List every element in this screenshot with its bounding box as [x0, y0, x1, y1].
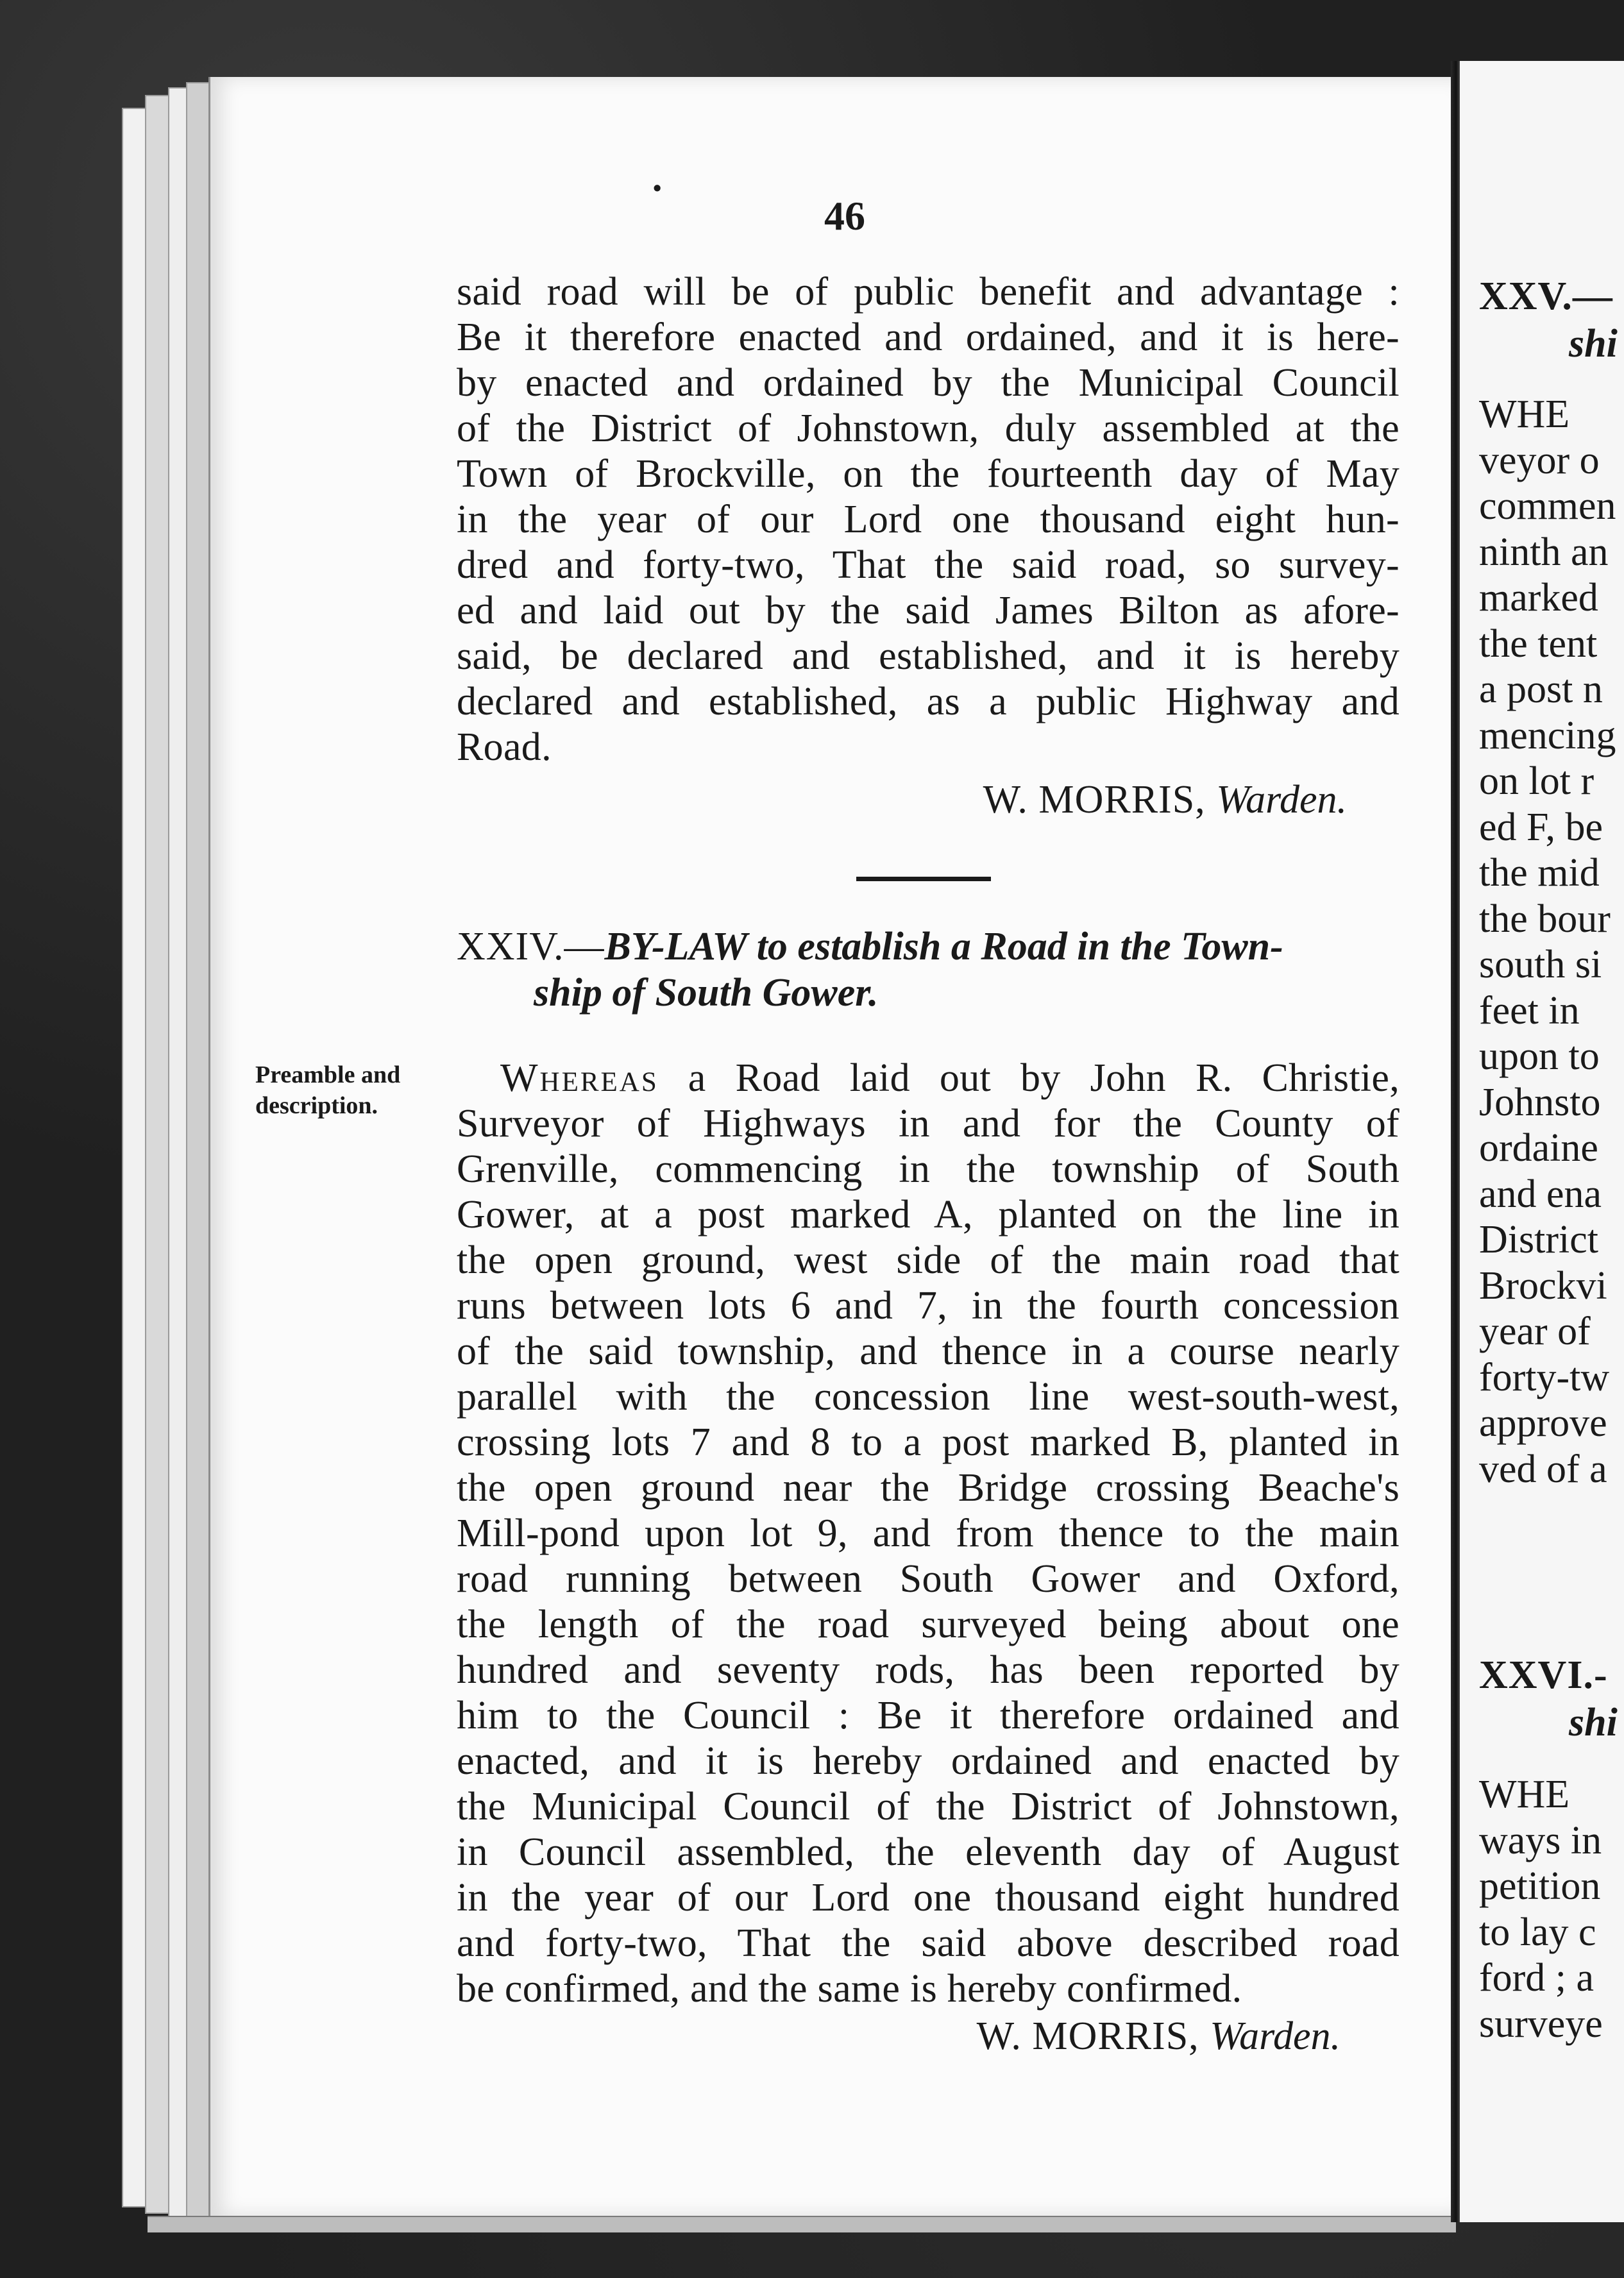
right-text-line: surveye: [1479, 2002, 1603, 2046]
right-text-line: ved of a: [1479, 1447, 1607, 1491]
page-number: 46: [824, 193, 865, 239]
signature-1: [770, 777, 1347, 823]
bylaw-body: [457, 1056, 1400, 2012]
right-text-line: to lay c: [1479, 1910, 1596, 1954]
book-gutter: [1451, 61, 1460, 2222]
text-line: Town of Brockville, on the fourteenth day of May: [457, 452, 1400, 496]
right-text-line: south si: [1479, 943, 1602, 986]
text-line: declared and established, as a public Highway and: [457, 680, 1400, 723]
right-text-line: petition: [1479, 1864, 1601, 1908]
right-heading-2-sub: shi: [1569, 1701, 1618, 1744]
right-text-line: upon to: [1479, 1034, 1600, 1078]
right-heading-1-sub: shi: [1569, 322, 1618, 366]
section-divider: [856, 877, 991, 881]
text-line: be confirmed, and the same is hereby confirmed.: [457, 1967, 1242, 2011]
text-line: said road will be of public benefit and advantage :: [457, 270, 1400, 314]
right-text-line: feet in: [1479, 988, 1580, 1033]
text-line: ed and laid out by the said James Bilton as afore-: [457, 589, 1400, 632]
right-text-line: the mid: [1479, 851, 1600, 895]
right-text-line: the bour: [1479, 897, 1611, 941]
text-line: enacted, and it is hereby ordained and enacted by: [457, 1739, 1400, 1783]
first-line-text: a Road laid out by John R. Christie,: [658, 1056, 1400, 1100]
text-line: Grenville, commencing in the township of South: [457, 1147, 1400, 1191]
printer-mark: •: [653, 175, 662, 202]
text-line: Road.: [457, 725, 552, 769]
signature-name: W. MORRIS,: [976, 2014, 1199, 2058]
text-line: runs between lots 6 and 7, in the fourth concession: [457, 1284, 1400, 1328]
right-text-line: a post n: [1479, 668, 1603, 711]
right-heading-2: XXVI.-: [1479, 1653, 1608, 1697]
text-line: said, be declared and established, and it is hereby: [457, 634, 1400, 678]
right-text-line: ford ; a: [1479, 1956, 1594, 2000]
signature-role: Warden.: [1210, 2014, 1341, 2058]
right-text-line: commen: [1479, 484, 1616, 528]
right-page-fragment: [1460, 61, 1624, 2222]
right-heading-1: XXV.—: [1479, 274, 1613, 318]
right-text-line: the tent: [1479, 621, 1598, 666]
bylaw-title-line2: ship of South Gower.: [534, 971, 879, 1015]
signature-role: Warden.: [1216, 778, 1347, 822]
text-line: the length of the road surveyed being about one: [457, 1603, 1400, 1646]
right-text-line: ninth an: [1479, 530, 1609, 574]
right-text-line: marked: [1479, 576, 1598, 620]
text-line: in the year of our Lord one thousand eight hun-: [457, 498, 1400, 541]
margin-note: [255, 1059, 448, 1121]
right-text-line: and ena: [1479, 1172, 1602, 1216]
text-line: of the said township, and thence in a course nearly: [457, 1329, 1400, 1373]
text-line: hundred and seventy rods, has been reported by: [457, 1648, 1400, 1692]
right-text-line: District: [1479, 1218, 1598, 1261]
signature-name: W. MORRIS,: [983, 778, 1206, 822]
text-line: Gower, at a post marked A, planted on the line in: [457, 1193, 1400, 1236]
bylaw-lines: [457, 1101, 1400, 2012]
text-line: the open ground, west side of the main road that: [457, 1238, 1400, 1282]
text-line: crossing lots 7 and 8 to a post marked B, planted in: [457, 1421, 1400, 1464]
text-line: in Council assembled, the eleventh day of August: [457, 1830, 1400, 1874]
bylaw-heading: [457, 924, 1400, 1016]
text-line: the Municipal Council of the District of Johnstown,: [457, 1785, 1400, 1828]
right-text-line: Johnsto: [1479, 1080, 1601, 1124]
opening-word: Whereas: [500, 1056, 659, 1100]
right-text-line: approve: [1479, 1401, 1607, 1445]
right-text-line: ways in: [1479, 1818, 1602, 1862]
text-line: the open ground near the Bridge crossing Beache's: [457, 1466, 1400, 1510]
text-line: him to the Council : Be it therefore ordained and: [457, 1694, 1400, 1737]
continuation-paragraph: [457, 269, 1400, 770]
text-line: Surveyor of Highways in and for the County of: [457, 1102, 1400, 1145]
text-line: by enacted and ordained by the Municipal Council: [457, 361, 1400, 405]
right-text-line: veyor o: [1479, 438, 1600, 482]
text-line: and forty-two, That the said above described road: [457, 1921, 1400, 1965]
right-text-line: ordaine: [1479, 1126, 1598, 1170]
right-text-line: WHE: [1479, 1773, 1570, 1816]
right-text-line: forty-tw: [1479, 1355, 1610, 1399]
right-text-line: WHE: [1479, 392, 1570, 436]
right-text-line: ed F, be: [1479, 805, 1603, 849]
page-bottom-edge: [148, 2216, 1456, 2232]
right-text-line: year of: [1479, 1310, 1591, 1353]
text-line: in the year of our Lord one thousand eight hundred: [457, 1876, 1400, 1919]
bylaw-number: XXIV.—: [457, 925, 605, 968]
signature-2: [763, 2014, 1341, 2059]
bylaw-title-line1: BY-LAW to establish a Road in the Town-: [604, 925, 1283, 968]
right-text-line: Brockvi: [1479, 1263, 1607, 1308]
margin-note-line: Preamble and: [255, 1061, 401, 1088]
text-line: road running between South Gower and Oxford,: [457, 1557, 1400, 1601]
margin-note-line: description.: [255, 1092, 378, 1119]
right-text-line: mencing: [1479, 713, 1616, 757]
text-line: parallel with the concession line west-south-west,: [457, 1375, 1400, 1419]
text-line: dred and forty-two, That the said road, so survey-: [457, 543, 1400, 587]
bylaw-first-line: [457, 1056, 1400, 1101]
text-line: Mill-pond upon lot 9, and from thence to the main: [457, 1512, 1400, 1555]
right-text-line: on lot r: [1479, 759, 1594, 803]
text-line: of the District of Johnstown, duly assembled at the: [457, 407, 1400, 450]
text-line: Be it therefore enacted and ordained, and it is here-: [457, 316, 1400, 359]
